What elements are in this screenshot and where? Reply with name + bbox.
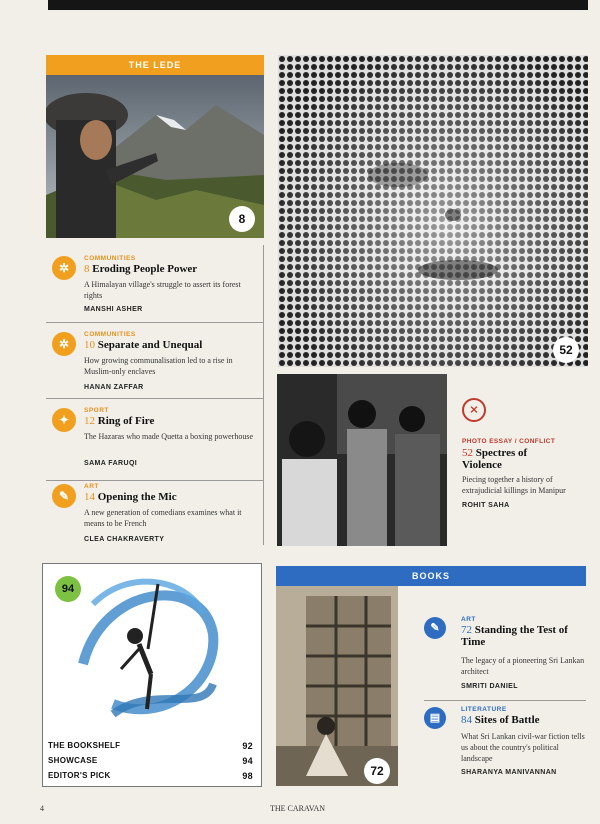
item-author: SAMA FARUQI <box>84 460 138 467</box>
item-title <box>462 447 527 471</box>
toc-label: SHOWCASE <box>48 756 98 765</box>
book-icon: ▤ <box>424 707 446 729</box>
toc-entry-bookshelf[interactable] <box>48 741 253 750</box>
toc-label: EDITOR'S PICK <box>48 771 111 780</box>
item-page-number: 14 <box>84 491 95 503</box>
divider <box>46 398 264 399</box>
books-header: BOOKS <box>276 566 586 586</box>
item-description: A Himalayan village's struggle to assert its forest rights <box>84 280 241 300</box>
item-page-number: 52 <box>462 447 473 459</box>
divider <box>424 700 586 701</box>
item-page-number: 12 <box>84 415 95 427</box>
item-title <box>84 415 154 427</box>
lede-item-3[interactable] <box>46 408 264 468</box>
bookshelf-panel[interactable] <box>42 563 262 787</box>
toc-label: THE BOOKSHELF <box>48 741 121 750</box>
item-author: MANSHI ASHER <box>84 306 143 313</box>
photo-essay-item[interactable] <box>462 398 590 518</box>
community-icon: ✲ <box>52 332 76 356</box>
item-author: ROHIT SAHA <box>462 502 510 509</box>
item-description: Piecing together a history of extrajudicial killings in Manipur <box>462 475 566 495</box>
item-author: SHARANYA MANIVANNAN <box>461 769 557 776</box>
item-category: LITERATURE <box>461 706 507 713</box>
books-item-2[interactable] <box>424 707 586 782</box>
top-bar <box>48 0 588 10</box>
community-icon: ✲ <box>52 256 76 280</box>
item-title-text: Opening the Mic <box>97 491 177 503</box>
toc-entry-showcase[interactable] <box>48 756 253 765</box>
halftone-portrait-photo <box>278 55 588 367</box>
column-rule <box>263 245 264 545</box>
divider <box>46 322 264 323</box>
item-title <box>461 624 591 648</box>
item-category: COMMUNITIES <box>84 255 136 262</box>
item-category: ART <box>461 616 476 623</box>
item-author: SMRITI DANIEL <box>461 683 518 690</box>
books-item-1[interactable] <box>424 617 586 697</box>
brush-icon: ✎ <box>52 484 76 508</box>
toc-entry-editors-pick[interactable] <box>48 771 253 780</box>
item-title <box>461 714 591 726</box>
item-author: HANAN ZAFFAR <box>84 384 144 391</box>
photo-essay-bw-photo <box>277 374 447 546</box>
item-title <box>84 339 202 351</box>
magazine-name: THE CARAVAN <box>270 804 326 813</box>
toc-page: 98 <box>242 771 253 781</box>
item-description: A new generation of comedians examines what it means to be French <box>84 508 242 528</box>
item-author: CLEA CHAKRAVERTY <box>84 536 165 543</box>
lede-photo-page-badge: 8 <box>229 206 255 232</box>
divider <box>46 480 264 481</box>
item-description: The legacy of a pioneering Sri Lankan architect <box>461 656 585 676</box>
item-title-text: Standing the Test of Time <box>461 624 568 648</box>
books-photo-page-badge: 72 <box>364 758 390 784</box>
barbed-wire-icon: ⨯ <box>462 398 486 422</box>
item-description: The Hazaras who made Quetta a boxing powerhouse <box>84 432 254 441</box>
item-title <box>84 491 177 503</box>
item-title-text: Separate and Unequal <box>97 339 203 351</box>
photo-essay-page-badge: 52 <box>553 337 579 363</box>
item-category: PHOTO ESSAY / CONFLICT <box>462 438 556 445</box>
brush-icon: ✎ <box>424 617 446 639</box>
books-architect-photo <box>276 586 398 786</box>
item-category: COMMUNITIES <box>84 331 136 338</box>
item-page-number: 8 <box>84 263 90 275</box>
item-title-text: Sites of Battle <box>474 714 540 726</box>
item-page-number: 10 <box>84 339 95 351</box>
item-title-line2: Violence <box>462 459 502 471</box>
item-page-number: 84 <box>461 714 472 726</box>
item-category: SPORT <box>84 407 109 414</box>
item-title-text: Ring of Fire <box>97 415 155 427</box>
item-title <box>84 263 197 275</box>
bookshelf-page-badge: 94 <box>55 576 81 602</box>
lede-header: THE LEDE <box>46 55 264 75</box>
lede-item-2[interactable] <box>46 332 264 392</box>
page-number: 4 <box>40 804 44 813</box>
item-description: What Sri Lankan civil-war fiction tells us about the country's political landscape <box>461 732 585 763</box>
toc-page: 92 <box>242 741 253 751</box>
item-page-number: 72 <box>461 624 472 636</box>
item-title-line1: Spectres of <box>475 447 528 459</box>
lede-item-1[interactable] <box>46 256 264 316</box>
toc-page: 94 <box>242 756 253 766</box>
item-description: How growing communalisation led to a rise in Muslim-only enclaves <box>84 356 233 376</box>
sport-icon: ✦ <box>52 408 76 432</box>
lede-item-4[interactable] <box>46 484 264 544</box>
item-category: ART <box>84 483 99 490</box>
item-title-text: Eroding People Power <box>92 263 198 275</box>
